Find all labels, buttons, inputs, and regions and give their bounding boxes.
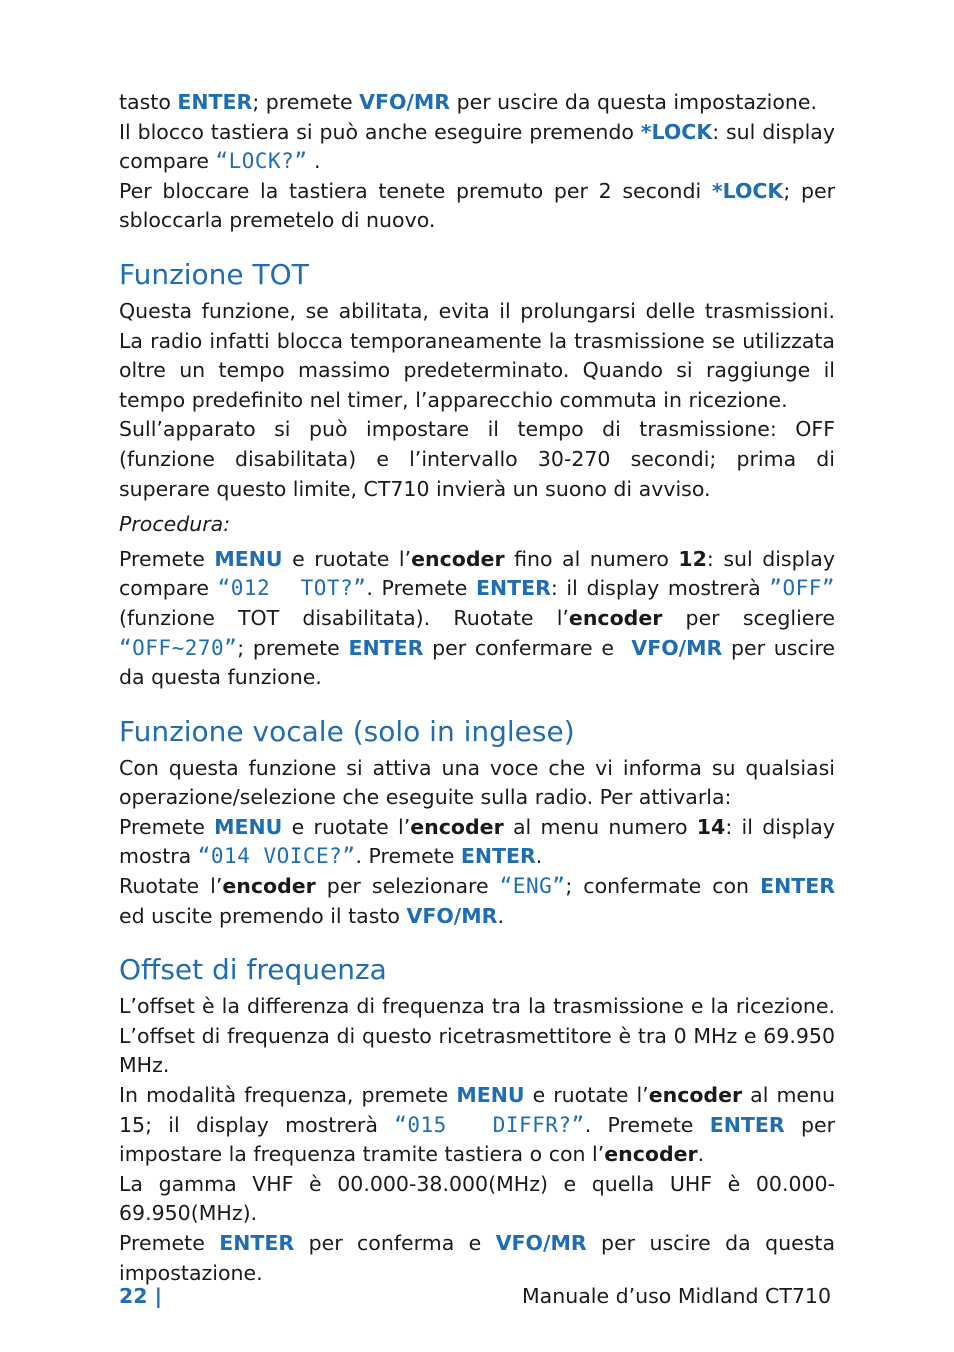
encoder-term: encoder [410, 814, 504, 839]
voice-procedure-select: Ruotate l’encoder per selezionare “ENG”; confermate con ENTER ed uscite premendo il tasto VFO/MR. [119, 874, 835, 928]
page-content [119, 88, 835, 1288]
display-text-voice: “014 VOICE?” [197, 844, 356, 869]
encoder-term: encoder [568, 605, 663, 630]
voice-description: Con questa funzione si attiva una voce che vi informa su qualsiasi operazione/selezione che eseguite sulla radio. Per attivarla: [119, 755, 835, 810]
encoder-term: encoder [222, 874, 316, 899]
tot-settings: Sull’apparato si può impostare il tempo di trasmissione: OFF (funzione disabilitata) e l’intervallo 30-270 secondi; prima di superare questo limite, CT710 invierà un suono di avviso. [119, 417, 835, 501]
encoder-term: encoder [411, 546, 505, 571]
key-enter: ENTER [460, 844, 536, 869]
page-footer [119, 1284, 831, 1314]
key-vfo-mr: VFO/MR [359, 90, 451, 114]
key-enter: ENTER [475, 576, 551, 601]
voice-procedure-menu: Premete MENU e ruotate l’encoder al menu numero 14: il display mostra “014 VOICE?”. Premete ENTER. [119, 814, 835, 869]
heading-offset: Offset di frequenza [119, 953, 387, 987]
menu-number: 12 [678, 546, 707, 571]
heading-tot: Funzione TOT [119, 257, 309, 291]
key-vfo-mr: VFO/MR [495, 1231, 587, 1255]
key-lock: *LOCK [711, 178, 784, 203]
key-lock: *LOCK [640, 119, 713, 144]
offset-confirm: Premete ENTER per conferma e VFO/MR per uscire da questa impostazione. [119, 1231, 836, 1285]
display-text-eng: “ENG” [499, 874, 566, 899]
display-text-off: ”OFF” [769, 576, 836, 601]
key-enter: ENTER [348, 635, 424, 660]
offset-procedure: In modalità frequenza, premete MENU e ruotate l’encoder al menu 15; il display mostrerà “015 DIFFR?”. Premete ENTER per impostare la frequenza tramite tastiera o con l’encoder. [119, 1083, 836, 1167]
page-number: 22 | [119, 1284, 163, 1308]
display-text-diffr: “015 DIFFR?” [394, 1112, 585, 1137]
manual-title: Manuale d’uso Midland CT710 [521, 1284, 831, 1308]
key-enter: ENTER [709, 1112, 785, 1137]
tot-procedure: Premete MENU e ruotate l’encoder fino al numero 12: sul display compare “012 TOT?”. Premete ENTER: il display mostrerà ”OFF” (funzione TOT disabilitata). Ruotate l’encoder per scegliere “OFF~270”; premete ENTER per confermare e VFO/MR per uscire da questa funzione. [119, 546, 836, 690]
key-enter: ENTER [760, 874, 835, 899]
key-menu: MENU [456, 1083, 525, 1108]
tot-description: Questa funzione, se abilitata, evita il prolungarsi delle trasmissioni. La radio infatti blocca temporaneamente la trasmissione se utilizzata oltre un tempo massimo predeterminato. Quando si raggiunge il tempo predefinito nel timer, l’apparecchio commuta in ricezione. [119, 298, 835, 412]
intro-paragraph-exit: tasto ENTER; premete VFO/MR per uscire da questa impostazione. [119, 90, 818, 114]
heading-voice: Funzione vocale (solo in inglese) [119, 714, 575, 748]
intro-paragraph-lock: Il blocco tastiera si può anche eseguire premendo *LOCK: sul display compare “LOCK?” . [119, 119, 835, 174]
intro-paragraph-unlock: Per bloccare la tastiera tenete premuto per 2 secondi *LOCK; per sbloccarla premetelo di nuovo. [119, 178, 836, 233]
key-vfo-mr: VFO/MR [406, 903, 498, 928]
key-enter: ENTER [177, 90, 253, 114]
display-text-tot: “012 TOT?” [217, 576, 367, 601]
procedure-label: Procedura: [119, 512, 231, 537]
key-enter: ENTER [219, 1231, 295, 1255]
encoder-term: encoder [604, 1142, 698, 1167]
display-text-lock: “LOCK?” [215, 149, 308, 174]
encoder-term: encoder [648, 1083, 743, 1108]
offset-range: La gamma VHF è 00.000-38.000(MHz) e quella UHF è 00.000-69.950(MHz). [119, 1171, 835, 1226]
key-menu: MENU [214, 546, 283, 571]
display-text-off-270: “OFF~270” [119, 635, 238, 660]
key-menu: MENU [214, 814, 283, 839]
menu-number: 14 [696, 814, 726, 839]
key-vfo-mr: VFO/MR [631, 635, 723, 660]
offset-description: L’offset è la differenza di frequenza tra la trasmissione e la ricezione. L’offset di frequenza di questo ricetrasmettitore è tra 0 MHz e 69.950 MHz. [119, 994, 835, 1078]
